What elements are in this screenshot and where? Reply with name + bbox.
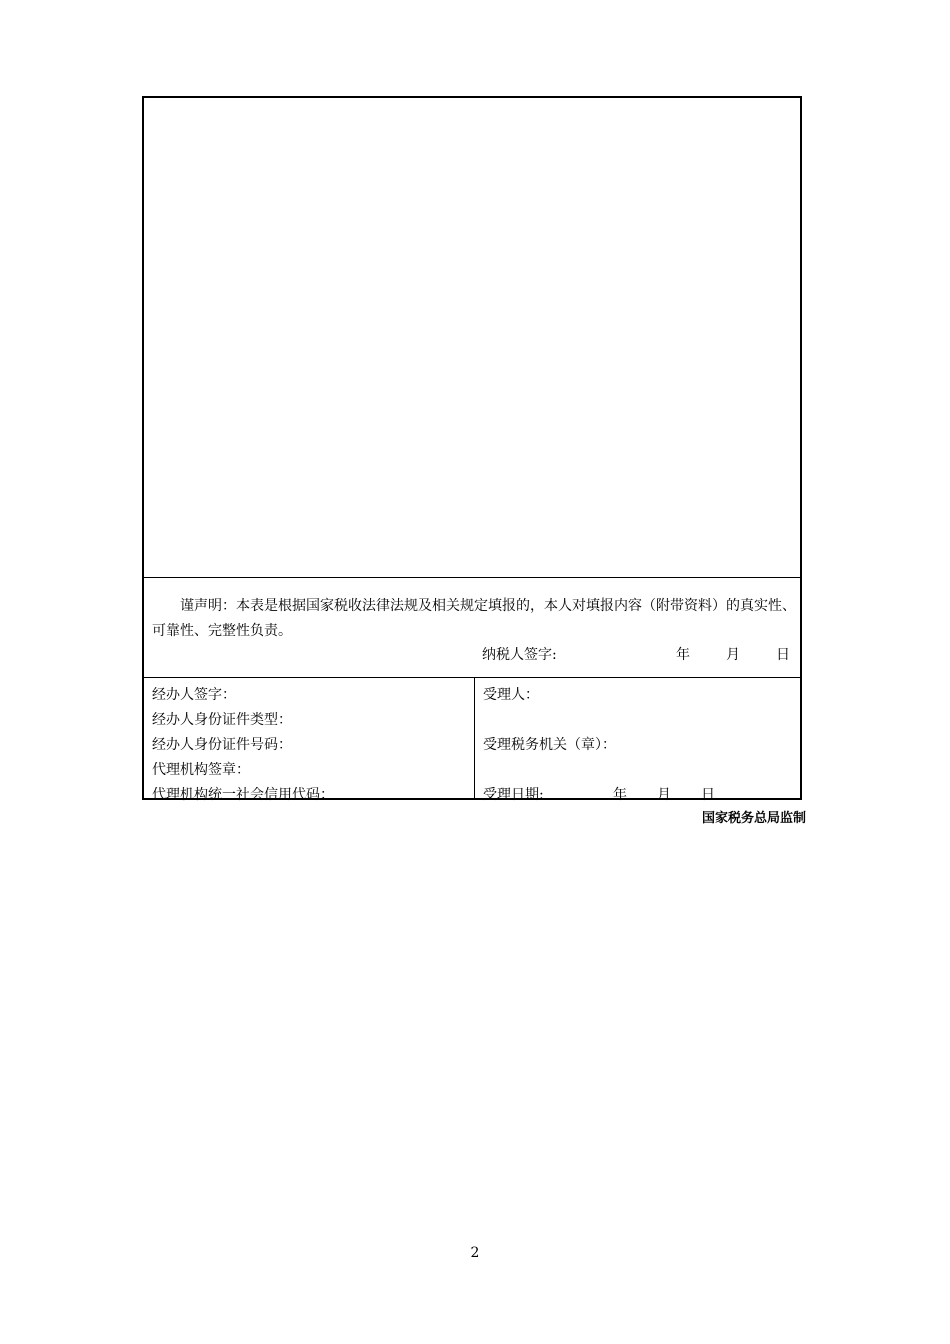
agency-seal-label: 代理机构签章：	[152, 762, 250, 778]
declaration-text: 谨声明：本表是根据国家税收法律法规及相关规定填报的，本人对填报内容（附带资料）的真实性、可靠性、完整性负责。	[152, 598, 796, 639]
acceptance-info-cell	[475, 678, 802, 803]
receiver-label: 受理人：	[483, 687, 539, 703]
acceptance-month-label: 月	[657, 787, 671, 803]
tax-form-table	[142, 96, 802, 803]
agent-info-cell	[144, 678, 475, 803]
supervisor-note: 国家税务总局监制	[701, 811, 806, 826]
acceptance-date-label: 受理日期:	[483, 787, 544, 803]
declaration-day-label: 日	[776, 647, 790, 663]
acceptance-year-label: 年	[613, 787, 627, 803]
taxpayer-signature-label: 纳税人签字:	[482, 647, 557, 663]
agent-id-type-label: 经办人身份证件类型：	[152, 712, 292, 728]
acceptance-day-label: 日	[701, 787, 715, 803]
agent-id-number-label: 经办人身份证件号码：	[152, 737, 292, 753]
blank-content-area	[144, 98, 800, 578]
agency-credit-code-label: 代理机构统一社会信用代码：	[152, 787, 334, 803]
declaration-month-label: 月	[726, 647, 740, 663]
handling-section	[144, 678, 800, 803]
tax-authority-label: 受理税务机关（章）：	[483, 737, 616, 753]
declaration-section	[144, 578, 800, 678]
page-number: 2	[470, 1245, 480, 1261]
agent-signature-label: 经办人签字：	[152, 687, 236, 703]
declaration-year-label: 年	[676, 647, 690, 663]
